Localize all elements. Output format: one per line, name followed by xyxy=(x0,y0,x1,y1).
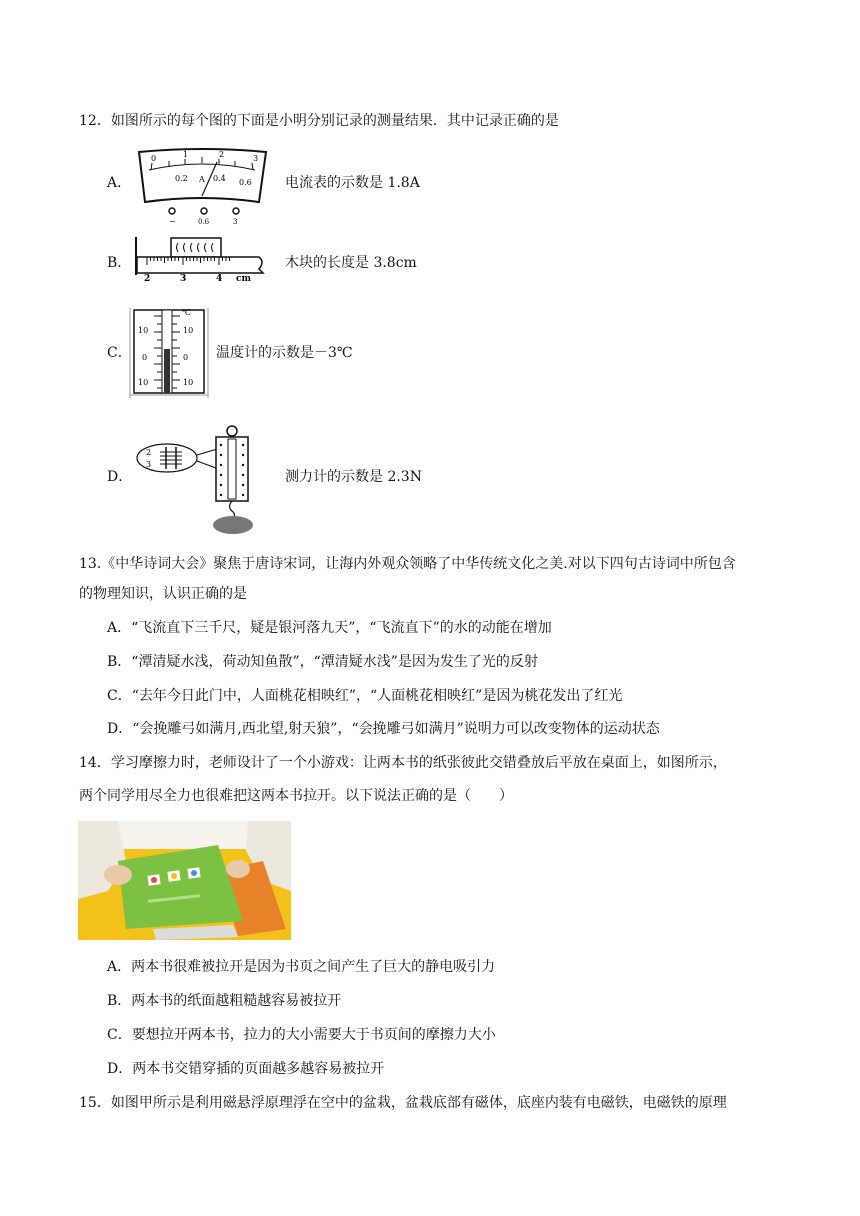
q13-stem-line1: 13.《中华诗词大会》聚焦于唐诗宋词，让海内外观众领略了中华传统文化之美.对以下四句古诗词中所包含 xyxy=(79,556,736,572)
q13-option-a: A．“飞流直下三千尺，疑是银河落九天”，“飞流直下”的水的动能在增加 xyxy=(107,620,552,636)
ruler-tick-3: 3 xyxy=(180,274,187,283)
q12-option-d-letter: D． xyxy=(107,469,133,485)
dyn-zoom-2: 2 xyxy=(146,448,152,457)
ammeter-unit: A xyxy=(199,175,205,184)
q13-option-c: C．“去年今日此门中，人面桃花相映红”，“人面桃花相映红”是因为桃花发出了红光 xyxy=(107,688,623,704)
q14-option-d: D．两本书交错穿插的页面越多越容易被拉开 xyxy=(107,1061,385,1077)
thermo-left-10-bottom: 10 xyxy=(138,378,149,387)
q14-option-c: C．要想拉开两本书，拉力的大小需要大于书页间的摩擦力大小 xyxy=(107,1027,496,1043)
q12-stem: 12．如图所示的每个图的下面是小明分别记录的测量结果．其中记录正确的是 xyxy=(79,113,559,129)
q12-option-c-text: 温度计的示数是－3℃ xyxy=(216,345,353,361)
ammeter-terminal-neg: − xyxy=(169,217,176,226)
dyn-zoom-3: 3 xyxy=(146,460,152,469)
q12-option-a-letter: A． xyxy=(107,175,132,191)
ammeter-terminal-06: 0.6 xyxy=(198,218,210,226)
ammeter-terminal-3: 3 xyxy=(233,218,238,226)
q14-option-b: B．两本书的纸面越粗糙越容易被拉开 xyxy=(107,993,342,1009)
q14-stem-line1: 14．学习摩擦力时，老师设计了一个小游戏：让两本书的纸张彼此交错叠放后平放在桌面上，如图所示， xyxy=(79,755,727,771)
q15-stem-line1: 15．如图甲所示是利用磁悬浮原理浮在空中的盆栽，盆栽底部有磁体，底座内装有电磁铁，电磁铁的原理 xyxy=(79,1095,727,1111)
thermo-left-0: 0 xyxy=(142,353,148,362)
ruler-figure xyxy=(135,235,267,283)
ruler-tick-2: 2 xyxy=(144,274,151,283)
ammeter-bottom-0: 0.2 xyxy=(175,174,188,183)
thermo-left-10-top: 10 xyxy=(138,326,149,335)
ammeter-top-0: 0 xyxy=(151,154,157,163)
ruler-unit: cm xyxy=(236,274,252,283)
ammeter-top-2: 2 xyxy=(219,150,225,159)
q12-option-d-text: 测力计的示数是 2.3N xyxy=(285,469,422,485)
ammeter-bottom-1: 0.4 xyxy=(213,174,226,183)
thermometer-figure xyxy=(128,302,210,398)
thermo-right-10-bottom: 10 xyxy=(183,378,194,387)
thermo-right-10-top: 10 xyxy=(183,326,194,335)
q12-option-a-text: 电流表的示数是 1.8A xyxy=(285,175,420,191)
ammeter-figure xyxy=(135,148,270,226)
dynamometer-figure xyxy=(132,425,267,537)
thermo-right-0: 0 xyxy=(183,353,189,362)
ruler-tick-4: 4 xyxy=(216,274,223,283)
books-photo xyxy=(78,821,291,940)
q13-option-d: D．“会挽雕弓如满月,西北望,射天狼”，“会挽雕弓如满月”说明力可以改变物体的运动状态 xyxy=(107,721,660,737)
q14-option-a: A．两本书很难被拉开是因为书页之间产生了巨大的静电吸引力 xyxy=(107,959,496,975)
ammeter-top-1: 1 xyxy=(183,150,189,159)
q13-stem-line2: 的物理知识，认识正确的是 xyxy=(79,586,247,602)
q12-option-c-letter: C． xyxy=(107,345,132,361)
q13-option-b: B．“潭清疑水浅，荷动知鱼散”，“潭清疑水浅”是因为发生了光的反射 xyxy=(107,654,538,670)
q14-stem-line2: 两个同学用尽全力也很难把这两本书拉开。以下说法正确的是（ ） xyxy=(79,788,513,804)
ammeter-bottom-2: 0.6 xyxy=(239,178,252,187)
q12-option-b-letter: B． xyxy=(107,255,132,271)
ammeter-top-3: 3 xyxy=(253,154,259,163)
q12-option-b-text: 木块的长度是 3.8cm xyxy=(285,255,417,271)
thermometer-unit: ℃ xyxy=(182,308,191,317)
